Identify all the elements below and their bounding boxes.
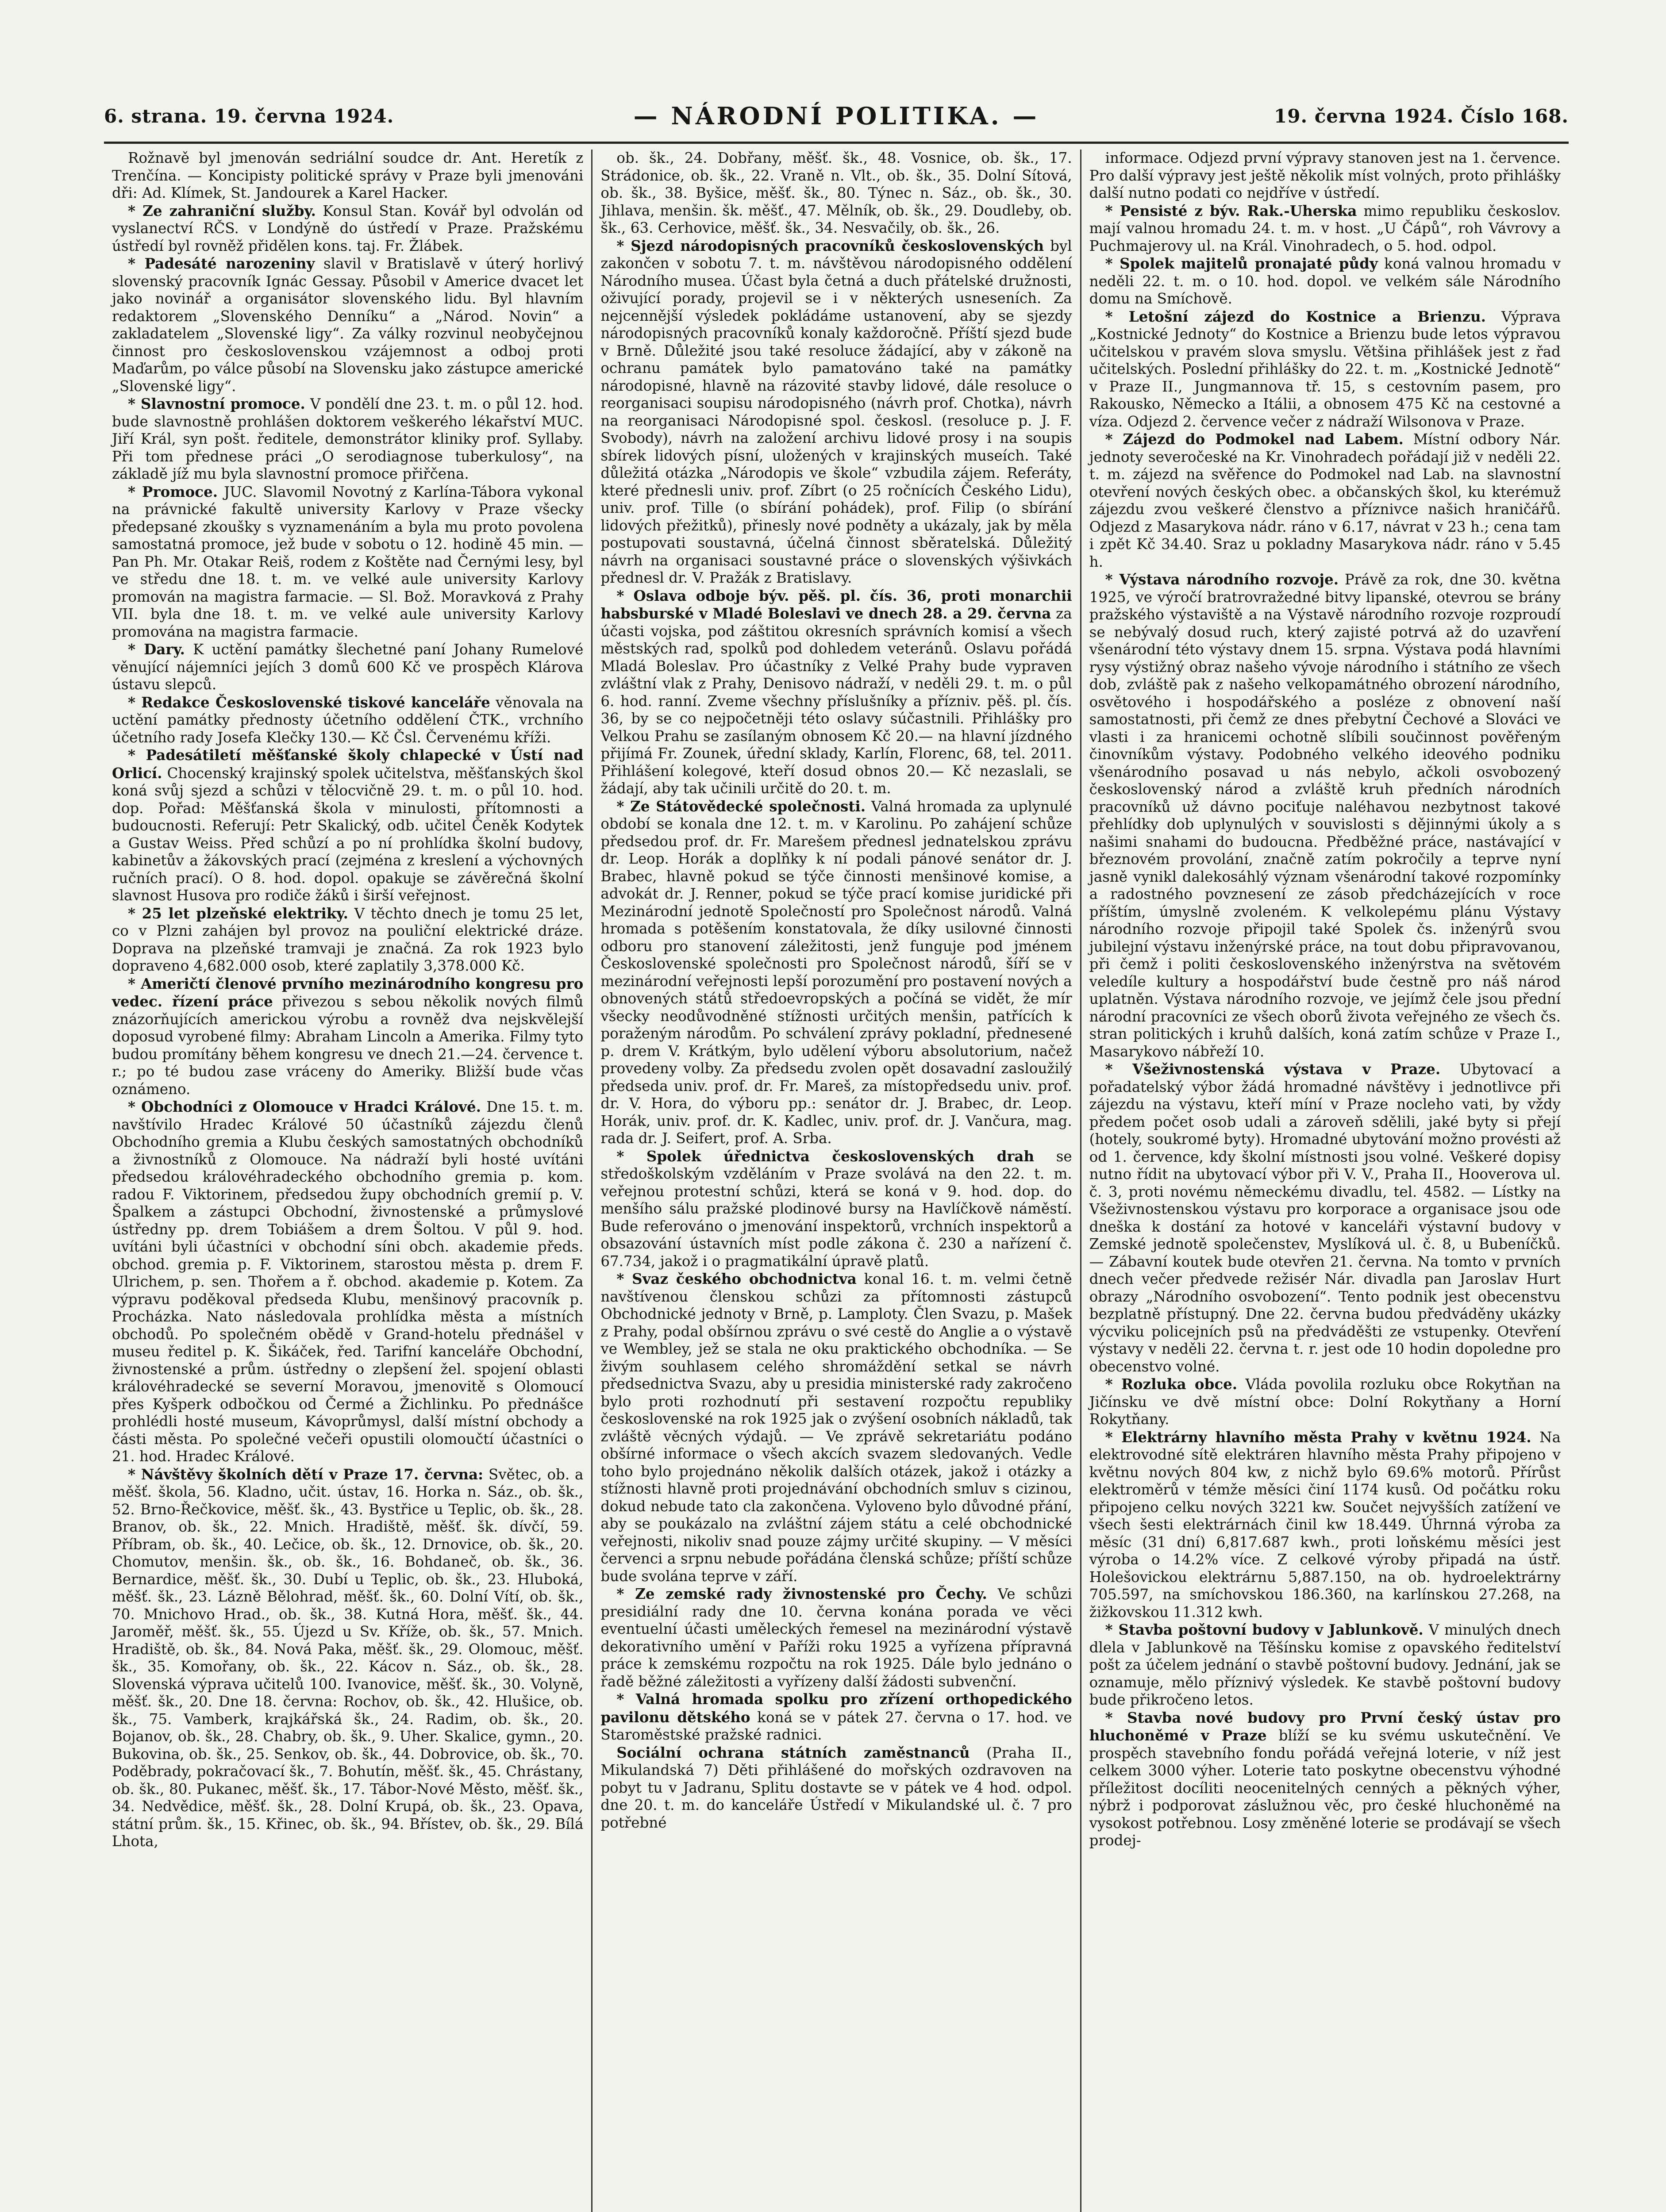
article-paragraph [600,587,1072,798]
article-body: za účasti vojska, pod záštitou okresních správních komisí a všech městských rad, spolků pod dohledem veteránů. Oslavu pořádá Mladá Boleslav. Pro účastníky z Velké Prahy bude vypraven zvláštní vlak z Prahy, Denisovo nádraží, v neděli 29. t. m. o půl 6. hod. ranní. Zveme všechny příslušníky a přízniv. pěš. pl. čís. 36, by se co nejpočetněji této oslavy súčastnili. Přihlášky pro Velkou Prahu se zasílaným obnosem Kč 20.— na hlavní jízdného přijímá Fr. Zounek, úřední sklady, Karlín, Florenc, 68, tel. 2011. Přihlášení kolegové, kteří dosud obnos 20.— Kč nezaslali, se žádají, aby tak učinili určitě do 20. t. m. [600,605,1072,797]
article-paragraph [112,905,583,975]
article-paragraph [1089,255,1561,308]
article-heading: * Svaz českého obchodnictva [616,1270,857,1287]
article-heading: * Pensisté z býv. Rak.-Uherska [1105,202,1357,219]
article-heading: * Promoce. [128,483,218,500]
article-body: V pondělí dne 23. t. m. o půl 12. hod. bude slavnostně prohlášen doktorem veškerého lékařství MUC. Jiří Král, syn pošt. ředitele, demonstrátor kliniky prof. Syllaby. Při tom přednese práci „O serodiagnose tuberkulosy“, na základě jíž mu byla slavnostní promoce přiřčena. [112,396,584,482]
article-paragraph [112,975,583,1098]
article-paragraph [1089,1709,1561,1850]
article-body: Výprava „Kostnické Jednoty“ do Kostnice a Brienzu bude letos výpravou učitelskou v pravém slova smyslu. Většina přihlášek jest z řad učitelských. Poslední přihlášky do 22. t. m. „Kostnické Jednotě“ v Praze II., Jungmannova tř. 15, s cestovním pasem, pro Rakousko, Německo a Itálii, a obnosem 475 Kč na cestovné a víza. Odjezd 2. července večer z nádraží Wilsonova v Praze. [1089,308,1561,430]
article-paragraph [1089,1375,1561,1429]
article-body: Ve schůzi presidiální rady dne 10. června konána porada ve věci eventuelní účasti uměleckých řemesel na mezinárodní výstavě dekorativního umění v Paříži roku 1925 a vyřízena přípravná práce k zemskému rozpočtu na rok 1925. Dále bylo jednáno o řadě běžné záležitosti a vyřízeny další žádosti subvenční. [600,1586,1072,1690]
article-paragraph [112,694,583,747]
article-paragraph [112,1466,583,1851]
article-body: věnovala na uctění památky přednosty účetního oddělení ČTK., vrchního účetního rady Josefa Klečky 130.— Kč Čsl. Červenému kříži. [112,694,584,746]
article-body: Právě za rok, dne 30. května 1925, ve výročí bratrovražedné bitvy lipanské, otevrou se brány pražského výstaviště a na Výstavě národního rozvoje rozproudí se nebývalý dosud ruch, který zajisté potrvá až do uzavření všenárodní této výstavy dnem 15. srpna. Výstava podá hlavními rysy výstižný obraz našeho vývoje národního i státního ze všech dob, zvláště pak z našeho velkopamátného obrození národního, osvětového i hospodářského a posléze z obnovení naší samostatnosti, při čemž ze dnes přebytní Čechové a Slováci ve vlasti i za hranicemi ochotně slíbili součinnost pověřeným činovníkům výstavy. Podobného velkého ideového podniku všenárodního posavad u nás nebylo, ačkoli osvobozený československý národ a zvláště kruh předních národních pracovníků už dávno pociťuje naléhavou nezbytnost takové přehlídky dob uplynulých v souvislosti s dějinnými úkoly a s našimi snahami do budoucna. Předběžné práce, nastávající v březnovém provolání, značně zatím pokročily a teprve nyní jasně vynikl dalekosáhlý význam všenárodní takové rozpomínky a radostného povznesení ze zásob předcházejících v roce příštím, úmyslně zvoleném. K velkolepému plánu Výstavy národního rozvoje připojil také Spolek čs. inženýrů svou jubilejní výstavu inženýrské práce, na tout dobu připravovanou, při čemž i politi československého inženýrstva na světovém veledíle kultury a hospodářství bude čestně pro náš národ uplatněn. Výstava národního rozvoje, ve jejímž čele jsou přední národní pracovníci ze všech oborů života veřejného ze všech čs. stran politických i kruhů dalších, koná zatím schůze v Praze I., Masarykovo nábřeží 10. [1089,571,1561,1060]
article-heading: * Redakce Československé tiskové kanceláře [128,693,490,711]
article-body: Chocenský krajinský spolek učitelstva, měšťanských škol koná svůj sjezd a schůzi v tělocvičně 29. t. m. o půl 10. hod. dop. Pořad: Měšťanská škola v minulosti, přítomnosti a budoucnosti. Referují: Petr Skalický, odb. učitel Čeněk Kodytek a Gustav Weiss. Před schůzí a po ní prohlídka školní budovy, kabinetův a žákovských prací (zejména z kreslení a výchovných ručních prací). O 8. hod. dopol. opakuje se závěrečná školní slavnost Husova pro rodiče žáků i širší veřejnost. [112,764,584,904]
article-heading: * Američtí členové prvního mezinárodního kongresu pro vedec. řízení práce [112,975,584,1010]
article-heading: Sociální ochrana státních zaměstnanců [616,1743,970,1761]
article-body: koná se v pátek 27. června o 17. hod. ve Staroměstské pražské radnici. [600,1709,1072,1743]
article-body: Vláda povolila rozluku obce Rokytňan na Jičínsku ve dvě místní obce: Dolní Rokytňany a Horní Rokytňany. [1089,1376,1561,1428]
article-heading: * Elektrárny hlavního města Prahy v květnu 1924. [1105,1428,1531,1446]
article-body: blíží se ku svému uskutečnění. Ve prospěch stavebního fondu pořádá veřejná loterie, v níž jest celkem 3000 výher. Loterie tato poskytne obecenstvu výhodné příležitost docíliti neocenitelných cenných a pěkných výher, nýbrž i podporovat záslužnou věc, pro české hluchoněmé na vysokost potřebnou. Losy změněné loterie se prodávají se všech prodej- [1089,1727,1561,1849]
article-paragraph [112,150,583,202]
article-heading: * Návštěvy školních dětí v Praze 17. června: [128,1465,484,1483]
header-issue-number: 19. června 1924. Číslo 168. [1274,105,1569,127]
article-heading: * Výstava národního rozvoje. [1105,571,1339,588]
article-body: byl zakončen v sobotu 7. t. m. návštěvou národopisného oddělení Národního musea. Účast byla četná a duch přátelské družnosti, oživující porady, projevil se i v některých usneseních. Za nejcennější výsledek pokládáme ustanovení, aby se sjezdy národopisných pracovníků konaly každoročně. Příští sjezd bude v Brně. Důležité jsou také resoluce žádající, aby v zákoně na ochranu památek bylo pamatováno také na památky národopisné, hlavně na rázovité stavby lidové, dále resoluce o reorganisaci soupisu národopisného (návrh prof. Chotka), návrh na reorganisaci Národopisné spol. českosl. (resoluce p. J. F. Svobody), návrh na založení archivu lidové prosy i na soupis sbírek lidových písní, uložených v krajinských museích. Také důležitá otázka „Národopis ve škole“ vzbudila zájem. Referáty, které přednesli univ. prof. Zíbrt (o 25 ročnících Českého Lidu), univ. prof. Tille (o sbírání pohádek), prof. Filip (o sbírání lidových přežitků), přinesly nové podněty a ukázaly, jak by měla postupovati soustavná, účelná činnost sběratelská. Důležitý návrh na organisaci soustavné práce o slovenských výšivkách přednesl dr. V. Pražák z Bratislavy. [600,237,1072,586]
article-paragraph [1089,430,1561,571]
article-body: V minulých dnech dlela v Jablunkově na Těšínsku komise z opavského ředitelství pošt za účelem jednání o stavbě poštovní budovy. Jednání, jak se oznamuje, mělo příznivý výsledek. Ke stavbě poštovní budovy bude přikročeno letos. [1089,1621,1561,1708]
article-paragraph [112,395,583,483]
article-heading: * Rozluka obce. [1105,1375,1238,1393]
article-body: Valná hromada za uplynulé období se konala dne 12. t. m. v Karolinu. Po zahájení schůze předsedou prof. dr. Fr. Marešem přednesl jednatelskou zprávu dr. Leop. Horák a doplňky k ní podali pánové senátor dr. J. Brabec, hlavně pokud se týče činnosti menšinové komise, a advokát dr. J. Renner, pokud se týče prací komise juridické při Mezinárodní jednotě Společností pro Společnost národů. Valná hromada s potěšením konstatovala, že díky usilovné činnosti odboru pro stanovení záležitosti, jenž funguje pod jménem Československé společnosti pro Společnost národů, šíří se v mezinárodní veřejnosti lepší porozumění pro postavení nových a obnovených států středoevropských a počíná se vidět, že mír všecky neodůvodněné stížnosti určitých menšin, patřících k poraženým národům. Po schválení zprávy pokladní, přednesené p. drem V. Krátkým, bylo udělení výboru absolutorium, načež provedeny volby. Za předsedu zvolen opět dosavadní zasloužilý předseda univ. prof. dr. Fr. Mareš, za místopředsedu univ. prof. dr. V. Hora, do výboru pp.: senátor dr. J. Brabec, dr. Leop. Horák, univ. prof. dr. K. Kadlec, univ. prof. dr. J. Vančura, mag. rada dr. J. Seifert, prof. A. Srba. [600,798,1072,1147]
page-header [104,102,1569,144]
article-paragraph [600,1690,1072,1744]
article-heading: * Slavnostní promoce. [128,395,305,412]
article-paragraph [1089,1429,1561,1621]
article-heading: * 25 let plzeňské elektriky. [128,904,348,922]
article-heading: * Dary. [128,641,185,658]
article-heading: * Ze zahraniční služby. [128,202,316,219]
article-body: (Praha II., Mikulandská 7) Děti přihlášené do mořských ozdravoven na pobyt tu v Jadranu, Splitu dostavte se v pátek ve 4 hod. odpol. dne 20. t. m. do kanceláře Ústředí v Mikulandské ul. č. 7 pro potřebné [600,1744,1072,1831]
article-heading: * Padesáté narozeniny [128,255,315,272]
article-paragraph [1089,1621,1561,1709]
article-body: Rožnavě byl jmenován sedriální soudce dr. Ant. Heretík z Trenčína. — Koncipisty politické správy v Praze byli jmenováni dři: Ad. Klímek, St. Jandourek a Karel Hacker. [112,150,584,201]
column-3 [1080,150,1569,2212]
article-paragraph [1089,202,1561,255]
article-heading: * Letošní zájezd do Kostnice a Brienzu. [1105,307,1486,325]
article-heading: * Ze Státovědecké společnosti. [616,797,866,815]
header-page-date: 6. strana. 19. června 1924. [104,105,394,127]
article-heading: * Obchodníci z Olomouce v Hradci Králové. [128,1098,481,1115]
article-body: Konsul Stan. Kovář byl odvolán od vyslanectví RČS. v Londýně do ústředí v Praze. Pražskému ústředí byl rovněž přidělen kons. taj. Fr. Žlábek. [112,202,584,254]
article-heading: * Ze zemské rady živnostenské pro Čechy. [616,1585,987,1602]
article-paragraph [112,255,583,395]
article-body: konal 16. t. m. velmi četně navštívenou členskou schůzi za přítomnosti zástupců Obchodnické jednoty v Brně, p. Lamploty. Člen Svazu, p. Mašek z Prahy, podal obšírnou zprávu o své cestě do Anglie a o výstavě ve Wembley, jež se stala ne oku praktického obchodníka. — Se živým souhlasem celého shromáždění setkal se návrh předsednictva Svazu, aby u presidia ministerské rady zakročeno bylo proti rozhodnutí při sestavení rozpočtu republiky československé na rok 1925 jak o zvýšení osobních nákladů, tak zvláště věcných výdajů. — Ve zprávě sekretariátu podáno obšírné informace o všech akcích svazem sledovaných. Vedle toho bylo projednáno několik dalších otázek, jakož i otázky a stížnosti hlavně proti projednávání obchodních smluv s cizinou, dokud nebude tato cla zakončena. Vyloveno bylo důvodné přání, aby se poukázalo na zvláštní zájem státu a celé obchodnické veřejnosti, nikoliv snad pouze zájmy určité skupiny. — V měsíci červenci a srpnu nebude pořádána členská schůze; příští schůze bude svolána teprve v září. [600,1271,1072,1585]
article-paragraph [1089,1060,1561,1375]
article-paragraph [112,1098,583,1466]
article-body: slavil v Bratislavě v úterý horlivý slovenský pracovník Ignác Gessay. Působil v Americe dvacet let jako novinář a organisátor slovenského lidu. Byl hlavním redaktorem „Slovenského Denníku“ a „Národ. Novin“ a zakladatelem „Slovenské ligy“. Za války rozvinul neobyčejnou činnost pro československou vzájemnost a odboj proti Maďarům, po válce působí na Slovensku jako zástupce americké „Slovenské ligy“. [112,255,584,395]
article-paragraph [600,798,1072,1148]
article-body: ob. šk., 24. Dobřany, měšť. šk., 48. Vosnice, ob. šk., 17. Strádonice, ob. šk., 22. Vraně n. Vlt., ob. šk., 35. Dolní Sítová, ob. šk., 38. Byšice, měšť. šk., 80. Týnec n. Sáz., ob. šk., 30. Jihlava, menšin. šk. měšť., 47. Mělník, ob. šk., 29. Doudleby, ob. šk., 63. Cerhovice, měšť. šk., 34. Nesvačily, ob. šk., 26. [600,150,1072,236]
article-paragraph [600,237,1072,587]
article-paragraph [1089,571,1561,1060]
article-body: Dne 15. t. m. navštívilo Hradec Králové 50 účastníků zájezdu členů Obchodního gremia a Klubu českých samostatných obchodníků a živnostníků z Olomouce. Na nádraží byli hosté uvítáni předsedou královéhradeckého obchodního gremia p. kom. radou F. Viktorinem, předsedou župy obchodních gremií p. V. Špalkem a zástupci Obchodní, živnostenské a průmyslové ústředny pp. drem Tobiášem a drem Šoltou. V půl 9. hod. uvítáni byli účastníci v obchodní síni obch. akademie předs. obchod. gremia p. F. Viktorinem, starostou města p. drem F. Ulrichem, p. sen. Thořem a ř. obchod. akademie p. Kotem. Za výpravu poděkoval předseda Klubu, menšinový pracovník p. Procházka. Nato následovala prohlídka města a místních obchodů. Po společném obědě v Grand-hotelu přednášel v museu ředitel p. K. Šikáček, řed. Tarifní kanceláře Obchodní, živnostenské a prům. ústředny o zlepšení žel. spojení oblasti královéhradecké se severní Moravou, jmenovitě s Olomoucí přes Kyšperk odbočkou od Čermé a Žichlinku. Po přednášce prohlédli hosté museum, Kávoprůmysl, další místní obchody a části města. Po společné večeři opustili olomoučtí účastníci o 21. hod. Hradec Králové. [112,1098,584,1465]
article-body: Na elektrovodné sítě elektráren hlavního města Prahy připojeno v květnu nových 804 kw, z nichž bylo 69.6% motorů. Přírůst elektroměrů v témže měsíci činí 1174 kusů. Od počátku roku připojeno celku nových 3221 kw. Součet nejvyšších zatížení ve všech šesti elektrárnách činil kw 18.449. Úhrnná výroba za měsíc (31 dní) 6,817.687 kwh., proti loňskému měsíci jest výroba o 14.2% více. Z celkové výroby připadá na ústř. Holešovickou elektrárnu 5,887.150, na ob. hydroelektrárny 705.597, na smíchovskou 186.360, na karlínskou 27.268, na žižkovskou 11.312 kwh. [1089,1429,1561,1621]
article-body: JUC. Slavomil Novotný z Karlína-Tábora vykonal na právnické fakultě university Karlovy v Praze všecky předepsané zkoušky s vyznamenáním a byla mu proto povolena samostatná promoce, jež bude v sobotu o 12. hodině 45 min. — Pan Ph. Mr. Otakar Reiš, rodem z Koštěte nad Černými lesy, byl ve středu dne 18. t. m. ve velké aule university Karlovy promován na magistra farmacie. — Sl. Bož. Moravková z Prahy VII. byla dne 18. t. m. ve velké aule university Karlovy promována na magistra farmacie. [112,483,584,640]
article-paragraph [600,1148,1072,1271]
article-body: přivezou s sebou několik nových filmů znázorňujících americkou výrobu a rovněž dva nejskvělejší doposud vyrobené filmy: Abraham Lincoln a Amerika. Filmy tyto budou promítány během kongresu ve dnech 21.—24. července t. r.; po té budou zase vráceny do Ameriky. Bližší bude včas oznámeno. [112,993,584,1098]
article-body: Místní odbory Nár. jednoty severočeské na Kr. Vinohradech pořádají již v neděli 22. t. m. zájezd na svěřence do Podmokel nad Lab. na slavnostní otevření nových českých obec. a občanských škol, ku kterémuž zájezdu zvou veškeré členstvo a příznivce našich hraničářů. Odjezd z Masarykova nádr. ráno v 6.17, návrat v 23 h.; cena tam i zpět Kč 34.40. Sraz u pokladny Masarykova nádr. ráno v 5.45 h. [1089,431,1561,570]
article-paragraph [1089,308,1561,431]
article-heading: * Spolek majitelů pronajaté půdy [1105,255,1378,272]
article-body: V těchto dnech je tomu 25 let, co v Plzni zahájen byl provoz na pouliční elektrické dráze. Doprava na plzeňské tramvaji je značná. Za rok 1923 bylo dopraveno 4,682.000 osob, které zaplatily 3,378.000 Kč. [112,905,584,974]
article-body: informace. Odjezd první výpravy stanoven jest na 1. července. Pro další výpravy jest ještě několik míst volných, proto přihlášky další nutno podati co nejdříve v ústředí. [1089,150,1561,201]
article-paragraph [112,202,583,255]
column-2 [591,150,1080,2212]
article-heading: * Stavba nové budovy pro První český ústav pro hluchoněmé v Praze [1089,1709,1561,1744]
article-body: Ubytovací a pořadatelský výbor žádá hromadné návštěvy i jednotlivce při zájezdu na výstavu, kteří míní v Praze nocleho vati, by vždy předem počet osob udali a zároveň sdělili, jaké byty si přejí (hotely, soukromé byty). Hromadné ubytování možno provésti až od 1. července, kdy školní místnosti jsou volné. Veškeré dopisy nutno řídit na ubytovací výbor při V. V., Praha II., Hooverova ul. č. 3, proti novému německému divadlu, tel. 4582. — Lístky na Všeživnostenskou výstavu pro korporace a organisace jsou ode dneška k dostání za hotové v kanceláři výstavní budovy v Zemské jednotě společenstev, Myslíková ul. č. 8, u Bubeníčků. — Zábavní koutek bude otevřen 21. června. Na tomto v prvních dnech večer předvede režisér Nár. divadla pan Jaroslav Hurt obrazy „Národního osvobození“. Tento podnik jest obecenstvu bezplatně přístupný. Dne 22. června budou předváděny ukázky výcviku policejních psů na předváděšti ze vstupenky. Otevření výstavy v neděli 22. června t. r. jest ode 10 hodin dopoledne pro obecenstvo volné. [1089,1061,1561,1375]
article-body: K uctění památky šlechetné paní Johany Rumelové věnující nájemníci jejích 3 domů 600 Kč ve prospěch Klárova ústavu slepců. [112,641,584,693]
article-heading: * Oslava odboje býv. pěš. pl. čís. 36, proti monarchii habsburské v Mladé Boleslavi ve dnech 28. a 29. června [600,587,1072,622]
article-columns [104,150,1569,2212]
masthead-title: — NÁRODNÍ POLITIKA. — [633,102,1039,130]
article-heading: * Valná hromada spolku pro zřízení orthopedického pavilonu dětského [600,1690,1072,1726]
article-body: koná valnou hromadu v neděli 22. t. m. o 10. hod. dopol. ve velkém sále Národního domu na Smíchově. [1089,255,1561,307]
article-body: Světec, ob. a měšť. škola, 56. Kladno, učit. ústav, 16. Horka n. Sáz., ob. šk., 52. Brno-Řečkovice, měšť. šk., 43. Bystřice u Teplic, ob. šk., 28. Branov, ob. šk., 22. Mnich. Hradiště, měšť. šk. dívčí, 59. Příbram, ob. šk., 40. Lečice, ob. šk., 12. Drnovice, ob. šk., 20. Chomutov, menšin. šk., ob. šk., 16. Bohdaneč, ob. šk., 36. Bernardice, měšť. šk., 30. Dubí u Teplic, ob. šk., 23. Hluboká, měšť. šk., 23. Lázně Bělohrad, měšť. šk., 60. Dolní Vítí, ob. šk., 70. Mnichovo Hrad., ob. šk., 38. Kutná Hora, měšť. šk., 44. Jaroměř, měšť. šk., 55. Újezd u Sv. Kříže, ob. šk., 57. Mnich. Hradiště, ob. šk., 84. Nová Paka, měšť. šk., 29. Olomouc, měšť. šk., 35. Komořany, ob. šk., 22. Kácov n. Sáz., ob. šk., 28. Slovenská výprava učitelů 100. Ivanovice, měšť. šk., 30. Volyně, měšť. šk., 20. Dne 18. června: Rochov, ob. šk., 42. Hlušice, ob. šk., 75. Vamberk, krajkářská šk., 24. Radim, ob. šk., 20. Bojanov, ob. šk., 28. Chabry, ob. šk., 9. Uher. Skalice, gymn., 20. Bukovina, ob. šk., 25. Senkov, ob. šk., 44. Dobrovice, ob. šk., 70. Poděbrady, pokračovací šk., 7. Bohutín, měšť. šk., 45. Chrástany, ob. šk., 80. Pukanec, měšť. šk., 17. Tábor-Nové Město, měšť. šk., 34. Nedvědice, měšť. šk., 28. Dolní Krupá, ob. šk., 23. Opava, státní prům. šk., 15. Křinec, ob. šk., 94. Břístev, ob. šk., 29. Bílá Lhota, [112,1466,584,1850]
article-body: mimo republiku českoslov. mají valnou hromadu 24. t. m. v host. „U Čápů“, roh Vávrovy a Puchmajerovy ul. na Král. Vinohradech, o 5. hod. odpol. [1089,202,1561,254]
article-paragraph [600,150,1072,237]
article-paragraph [112,641,583,694]
article-paragraph [112,746,583,905]
article-paragraph [600,1270,1072,1585]
article-paragraph [600,1585,1072,1690]
article-body: se středoškolským vzděláním v Praze svolává na den 22. t. m. veřejnou protestní schůzi, která se koná v 9. hod. dop. do menšího sálu pražské plodinové bursy na Havlíčkově náměstí. Bude referováno o jmenování inspektorů, vrchních inspektorů a obsazování ústavních míst podle zákona č. 230 a nařízení č. 67.734, jakož i o pragmatikální úpravě platů. [600,1148,1072,1270]
article-paragraph [112,483,583,641]
article-heading: * Spolek úřednictva československých drah [616,1147,1035,1165]
article-heading: * Všeživnostenská výstava v Praze. [1105,1060,1441,1078]
article-heading: * Zájezd do Podmokel nad Labem. [1105,430,1404,448]
article-heading: * Padesátiletí měšťanské školy chlapecké v Ústí nad Orlicí. [112,746,584,782]
article-paragraph [1089,150,1561,202]
column-1 [104,150,591,2212]
newspaper-page [104,102,1569,2212]
article-paragraph [600,1744,1072,1832]
article-heading: * Sjezd národopisných pracovníků československých [616,237,1044,254]
article-heading: * Stavba poštovní budovy v Jablunkově. [1105,1621,1424,1638]
